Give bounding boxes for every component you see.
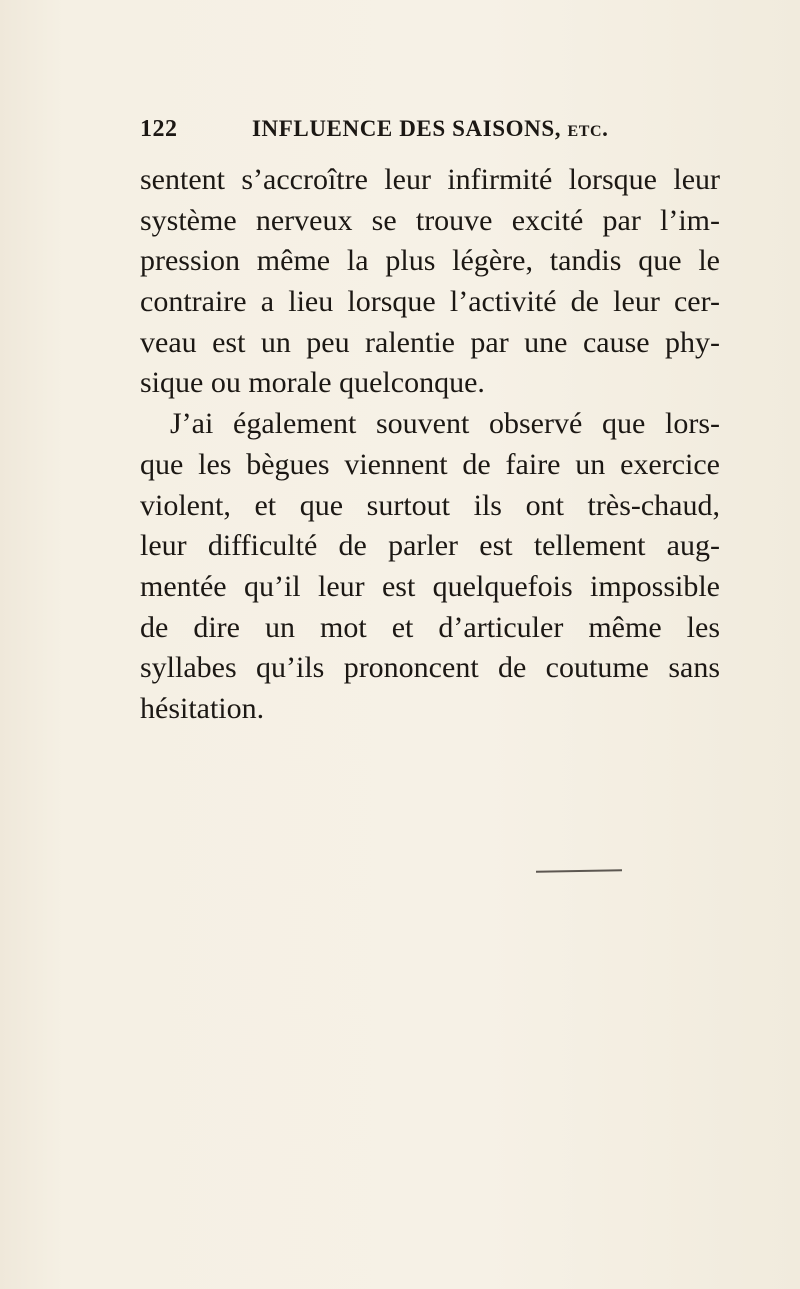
- page-number: 122: [140, 116, 178, 142]
- text-line: veau est un peu ralentie par une cause phy-: [140, 325, 720, 359]
- text-line: mentée qu’il leur est quelquefois impossible: [140, 569, 720, 603]
- text-line: syllabes qu’ils prononcent de coutume sans: [140, 651, 720, 685]
- ink-mark: [536, 869, 622, 873]
- text-line: de dire un mot et d’articuler même les: [140, 610, 720, 644]
- text-line: contraire a lieu lorsque l’activité de leur cer-: [140, 285, 720, 319]
- text-line: leur difficulté de parler est tellement aug-: [140, 529, 720, 563]
- text-line: sique ou morale quelconque.: [140, 366, 485, 400]
- text-line: J’ai également souvent observé que lors-: [170, 407, 720, 441]
- text-line: que les bègues viennent de faire un exercice: [140, 447, 720, 481]
- text-line: système nerveux se trouve excité par l’im-: [140, 203, 720, 237]
- text-line: sentent s’accroître leur infirmité lorsque leur: [140, 163, 720, 196]
- paragraph-2: [140, 404, 720, 730]
- page-header: [140, 116, 700, 152]
- text-line: hésitation.: [140, 691, 265, 725]
- text-line: violent, et que surtout ils ont très-chaud,: [140, 488, 720, 522]
- text-line: pression même la plus légère, tandis que le: [140, 244, 720, 278]
- running-title: INFLUENCE DES SAISONS, etc.: [252, 116, 609, 141]
- body-text: [140, 160, 720, 730]
- paragraph-1: [140, 160, 720, 404]
